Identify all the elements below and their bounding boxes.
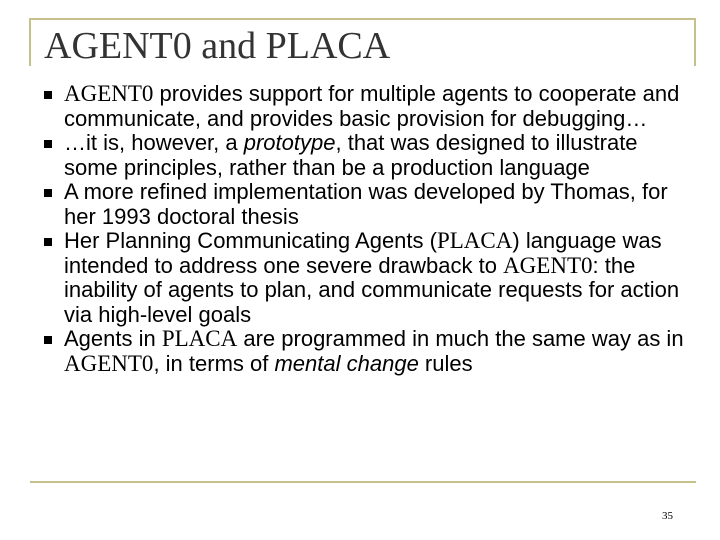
- emphasis-text: prototype: [243, 130, 336, 155]
- language-name: AGENT0: [64, 81, 154, 106]
- text-segment: A more refined implementation was developed by Thomas, for her 1993 doctoral thesis: [64, 179, 668, 229]
- title-rule-top: [30, 18, 694, 20]
- language-name: PLACA: [436, 228, 513, 253]
- square-bullet-icon: [44, 189, 52, 197]
- bullet-item: [44, 180, 694, 229]
- text-segment: …it is, however, a: [64, 130, 244, 155]
- slide-title: AGENT0 and PLACA: [44, 25, 391, 67]
- text-segment: provides support for multiple agents to cooperate and communicate, and provides basic provision for debugging…: [64, 81, 680, 131]
- language-name: AGENT0: [64, 350, 154, 376]
- bullet-text: [64, 326, 684, 376]
- square-bullet-icon: [44, 238, 52, 246]
- square-bullet-icon: [44, 91, 52, 99]
- text-segment: Her Planning Communicating Agents (: [64, 228, 437, 253]
- language-name: PLACA: [161, 326, 238, 351]
- square-bullet-icon: [44, 336, 52, 344]
- language-name: AGENT0: [503, 252, 593, 278]
- bullet-text: [64, 179, 668, 229]
- bullet-item: [44, 82, 694, 131]
- bullet-item: [44, 131, 694, 180]
- title-rule-right: [694, 18, 696, 66]
- page-number: 35: [662, 510, 673, 522]
- bullet-item: [44, 229, 694, 327]
- emphasis-text: mental change: [274, 350, 419, 376]
- bullet-text: [64, 81, 679, 131]
- text-segment: rules: [418, 350, 473, 376]
- footer-rule: [30, 481, 696, 483]
- bullet-text: [64, 228, 679, 327]
- bullet-item: [44, 327, 694, 376]
- square-bullet-icon: [44, 140, 52, 148]
- title-rule-left: [29, 18, 31, 66]
- text-segment: Agents in: [64, 326, 162, 351]
- text-segment: are programmed in much the same way as in: [237, 326, 684, 351]
- text-segment: , in terms of: [153, 350, 275, 376]
- text-segment: ) language was intended to address one severe drawback to: [64, 228, 662, 278]
- text-segment: , that was designed to illustrate some principles, rather than be a production language: [64, 130, 638, 180]
- bullet-list: [44, 82, 694, 376]
- text-segment: : the inability of agents to plan, and communicate requests for action via high-level goals: [64, 252, 680, 327]
- bullet-text: [64, 130, 638, 180]
